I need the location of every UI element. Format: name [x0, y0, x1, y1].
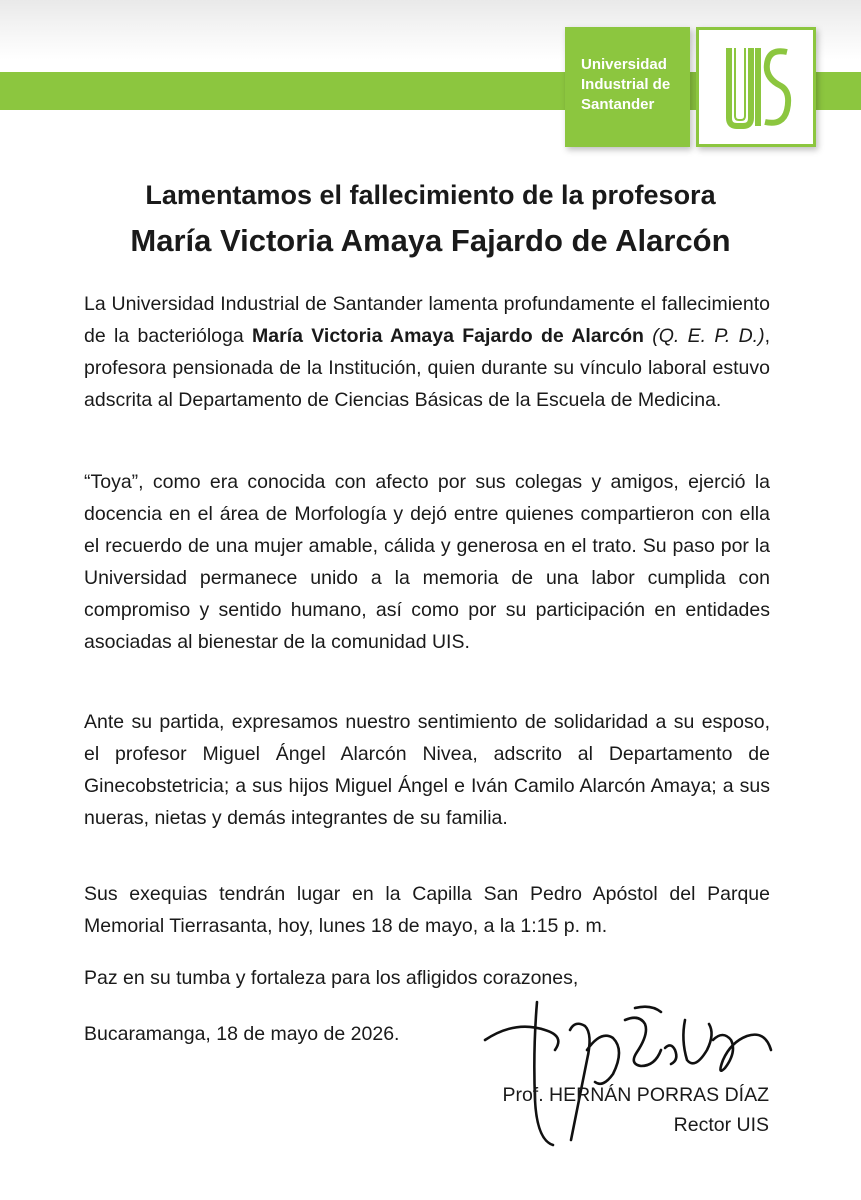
paragraph-4: Sus exequias tendrán lugar en la Capilla San Pedro Apóstol del Parque Memorial Tierrasanta, hoy, lunes 18 de mayo, a la 1:15 p. m.	[84, 883, 770, 937]
paragraph-1-space	[644, 325, 652, 347]
paragraph-3: Ante su partida, expresamos nuestro sentimiento de solidaridad a su esposo, el profesor Miguel Ángel Alarcón Nivea, adscrito al Departamento de Ginecobstetricia; a sus hijos Miguel Ángel e Iván Camilo Alarcón Amaya; a sus nueras, nietas y demás integrantes de su familia.	[84, 711, 770, 829]
paragraph-5: Paz en su tumba y fortaleza para los afligidos corazones,	[84, 967, 579, 989]
paragraph-1	[84, 288, 770, 416]
paragraph-1-text-b: , profesora pensionada de la Institución, quien durante su vínculo laboral estuvo adscrita al Departamento de Ciencias Básicas de la Escuela de Medicina.	[84, 325, 770, 411]
logo-line-3: Santander	[581, 96, 655, 113]
uis-mark-icon	[699, 30, 813, 144]
uis-logo-mark	[696, 27, 816, 147]
logo-line-1: Universidad	[581, 56, 667, 73]
signer-role: Rector UIS	[673, 1114, 769, 1136]
title-line-2: María Victoria Amaya Fajardo de Alarcón	[130, 223, 731, 258]
rip-abbreviation: (Q. E. P. D.)	[652, 325, 765, 347]
signer-name: Prof. HERNÁN PORRAS DÍAZ	[502, 1084, 769, 1106]
deceased-name: María Victoria Amaya Fajardo de Alarcón	[252, 325, 644, 347]
paragraph-1-text-a: La Universidad Industrial de Santander lamenta profundamente el fallecimiento de la bacterióloga	[84, 293, 770, 347]
university-logo	[565, 27, 690, 147]
place-date: Bucaramanga, 18 de mayo de 2026.	[84, 1023, 400, 1045]
logo-line-2: Industrial de	[581, 76, 671, 93]
paragraph-2: “Toya”, como era conocida con afecto por sus colegas y amigos, ejerció la docencia en el área de Morfología y dejó entre quienes compartieron con ella el recuerdo de una mujer amable, cálida y generosa en el trato. Su paso por la Universidad permanece unido a la memoria de una labor cumplida con compromiso y sentido humano, así como por su participación en entidades asociadas al bienestar de la comunidad UIS.	[84, 471, 770, 653]
title-line-1: Lamentamos el fallecimiento de la profesora	[145, 180, 716, 210]
logo-text	[581, 55, 685, 115]
